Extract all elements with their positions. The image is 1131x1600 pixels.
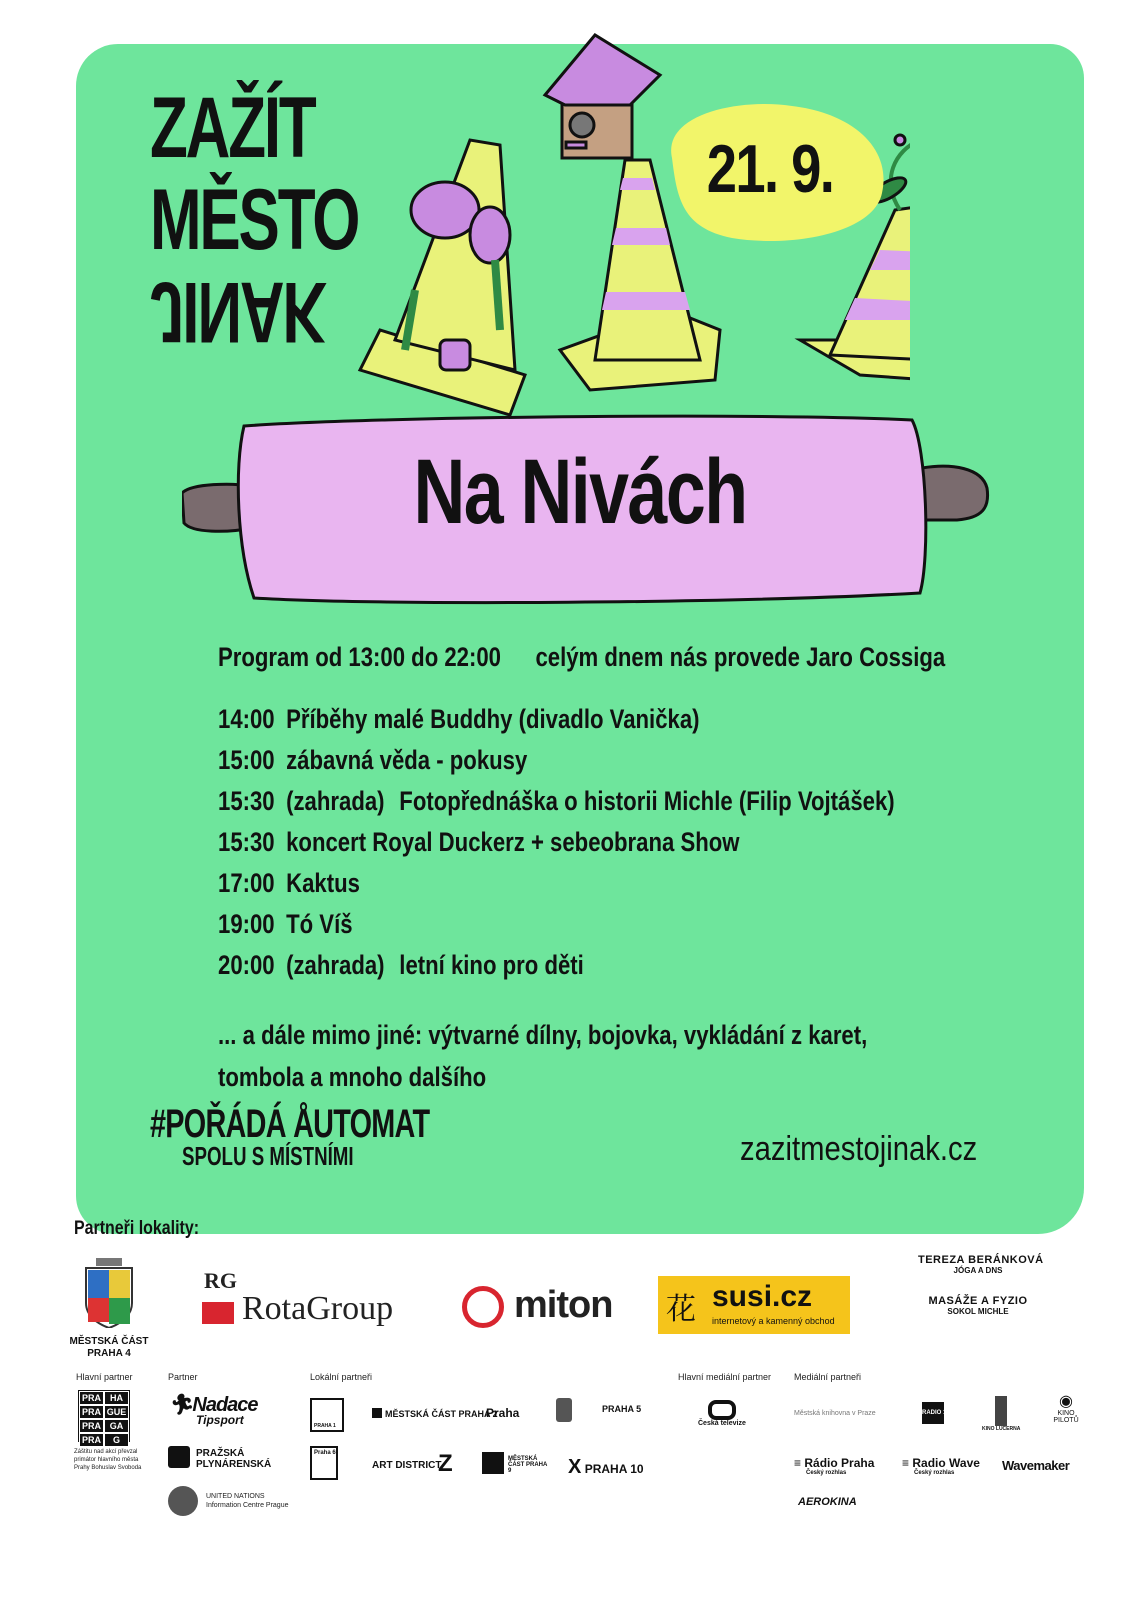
- schedule-text: zábavná věda - pokusy: [286, 745, 528, 775]
- schedule-place: (zahrada): [286, 786, 385, 816]
- event-location: Na Nivách: [413, 441, 747, 543]
- miton-circle-icon: [462, 1286, 504, 1328]
- susi-name: susi.cz: [712, 1280, 813, 1313]
- category-main-media: Hlavní mediální partner: [678, 1372, 772, 1382]
- schedule-item: [218, 950, 895, 991]
- organizer-main: #POŘÁDÁ ÅUTOMAT: [150, 1102, 430, 1146]
- schedule-item: [218, 786, 895, 827]
- tereza-name: TEREZA BERÁNKOVÁ: [918, 1254, 1044, 1266]
- schedule-item: [218, 909, 895, 950]
- schedule-text: koncert Royal Duckerz + sebeobrana Show: [286, 827, 740, 857]
- praha6-logo: [310, 1446, 338, 1480]
- praha5-logo: PRAHA 5: [602, 1404, 642, 1414]
- schedule-time: 15:30: [218, 786, 275, 816]
- wavemaker-logo: Wavemaker: [1002, 1458, 1070, 1473]
- praha-grid-cell: G: [104, 1433, 129, 1447]
- kino-pilotu-logo: [1046, 1394, 1086, 1424]
- schedule-time: 15:30: [218, 827, 275, 857]
- schedule-item: [218, 745, 895, 786]
- radio-wave-logo: [902, 1456, 980, 1476]
- praha10-logo: [568, 1456, 644, 1479]
- title-line-2: MĚSTO: [150, 172, 359, 268]
- lucerna-label: KINO LUCERNA: [982, 1426, 1021, 1432]
- praha1-label: PRAHA 1: [314, 1423, 336, 1429]
- ct-label: Česká televize: [698, 1420, 746, 1427]
- radio-wave-sub: Český rozhlas: [914, 1470, 955, 1476]
- praha-grid-cell: PRA: [79, 1405, 104, 1419]
- praha-grid-cell: GA: [104, 1419, 129, 1433]
- program-host: celým dnem nás provede Jaro Cossiga: [535, 642, 946, 672]
- x-icon: X: [568, 1456, 582, 1478]
- un-name: UNITED NATIONS Information Centre Prague: [206, 1493, 289, 1509]
- kino-pilotu-label: KINO PILOTŮ: [1053, 1410, 1079, 1424]
- title-line-3: JINAK: [150, 264, 325, 360]
- praha-grid-cell: PRA: [79, 1419, 104, 1433]
- praha7-z-icon: Z: [438, 1450, 453, 1477]
- ppl-name: PRAŽSKÁ PLYNÁRENSKÁ: [196, 1448, 272, 1470]
- ct-mark-icon: [708, 1400, 736, 1420]
- praha3-logo: Praha: [486, 1406, 520, 1420]
- kino-lucerna-logo: [982, 1396, 1020, 1432]
- schedule-text: Příběhy malé Buddhy (divadlo Vanička): [286, 704, 700, 734]
- susi-flower-icon: 花: [666, 1293, 696, 1326]
- category-media: Mediální partneři: [794, 1372, 862, 1382]
- organizer-sub: SPOLU S MÍSTNÍMI: [182, 1141, 354, 1171]
- praha10-label: PRAHA 10: [584, 1462, 644, 1476]
- ceska-televize-logo: [698, 1400, 746, 1427]
- rozhlas-icon: ≡: [902, 1456, 910, 1470]
- tereza-sub: JÓGA A DNS: [953, 1266, 1003, 1275]
- knihovna-logo: Městská knihovna v Praze: [794, 1410, 876, 1417]
- more-activities: ... a dále mimo jiné: výtvarné dílny, bojovka, vykládání z karet, tombola a mnoho dalšího: [218, 1020, 868, 1092]
- praha4-small-crest-icon: [556, 1398, 572, 1422]
- un-globe-icon: [168, 1486, 198, 1516]
- praha-city-logo: [78, 1390, 130, 1445]
- art-district-logo: ART DISTRICT: [372, 1460, 442, 1471]
- praha9-logo: MĚSTSKÁ ČÁST PRAHA 9: [508, 1456, 548, 1474]
- event-date: 21. 9.: [706, 131, 834, 207]
- schedule-time: 17:00: [218, 868, 275, 898]
- praha-grid-cell: PRA: [79, 1391, 104, 1405]
- praha1-logo: [310, 1398, 344, 1432]
- praha-grid-cell: HA: [104, 1391, 129, 1405]
- susi-subtitle: internetový a kamenný obchod: [712, 1316, 835, 1326]
- schedule-text: Tó Víš: [286, 909, 353, 939]
- schedule-time: 14:00: [218, 704, 275, 734]
- rotagroup-mark: RG: [204, 1268, 237, 1293]
- title-line-1: ZAŽÍT: [150, 80, 315, 176]
- rozhlas-icon: ≡: [794, 1456, 802, 1470]
- flame-icon: [168, 1446, 190, 1468]
- schedule-item: [218, 868, 895, 909]
- category-local: Lokální partneři: [310, 1372, 373, 1382]
- susi-logo: [658, 1276, 850, 1334]
- website-link[interactable]: zazitmestojinak.cz: [740, 1130, 978, 1168]
- schedule-text: Fotopřednáška o historii Michle (Filip Vojtášek): [399, 786, 895, 816]
- schedule-item: [218, 704, 895, 745]
- radio-praha-logo: [794, 1456, 874, 1476]
- event-title: [150, 82, 370, 358]
- program-header: [218, 642, 945, 673]
- category-main-partner: Hlavní partner: [76, 1372, 133, 1382]
- radio1-logo: RADIO 1: [922, 1402, 944, 1424]
- cone-with-tools: [360, 140, 525, 415]
- praha9-mark-icon: [482, 1452, 504, 1474]
- radio-wave-name: Radio Wave: [912, 1456, 980, 1470]
- nadace-name: Nadace: [192, 1394, 258, 1416]
- schedule-text: Kaktus: [286, 868, 360, 898]
- praha4-label: MĚSTSKÁ ČÁST PRAHA 4: [69, 1336, 149, 1359]
- radio-praha-name: Rádio Praha: [804, 1456, 875, 1470]
- praha4-crest-icon: [82, 1258, 136, 1328]
- eye-icon: ◉: [1059, 1393, 1073, 1410]
- program-hours: Program od 13:00 do 22:00: [218, 642, 502, 672]
- praha-caption: Záštitu nad akcí převzal primátor hlavního města Prahy Bohuslav Svoboda: [74, 1449, 142, 1471]
- schedule-time: 15:00: [218, 745, 275, 775]
- masaze-sub: SOKOL MICHLE: [947, 1307, 1009, 1316]
- nadace-sub: Tipsport: [196, 1413, 244, 1427]
- organizer-hashtag: [150, 1102, 538, 1172]
- praha-grid-cell: GUE: [104, 1405, 129, 1419]
- runner-icon: 🏃︎: [168, 1394, 193, 1416]
- tereza-logo: [918, 1254, 1044, 1316]
- nadace-tipsport-logo: [168, 1392, 258, 1427]
- schedule-item: [218, 827, 895, 868]
- miton-name: miton: [514, 1284, 613, 1326]
- lucerna-tower-icon: [995, 1396, 1007, 1426]
- schedule-time: 20:00: [218, 950, 275, 980]
- schedule-text: letní kino pro děti: [399, 950, 584, 980]
- praha6-label: Praha 6: [314, 1450, 336, 1456]
- schedule-place: (zahrada): [286, 950, 385, 980]
- category-partner: Partner: [168, 1372, 198, 1382]
- schedule-time: 19:00: [218, 909, 275, 939]
- aerokina-logo: AEROKINA: [798, 1496, 857, 1508]
- radio-praha-sub: Český rozhlas: [806, 1470, 847, 1476]
- praha2-logo: MĚSTSKÁ ČÁST PRAHA 2: [372, 1408, 498, 1419]
- rotagroup-name: RotaGroup: [242, 1290, 394, 1327]
- schedule-list: [218, 704, 1043, 991]
- partners-title: Partneři lokality:: [74, 1218, 200, 1239]
- praha-grid-cell: PRA: [79, 1433, 104, 1447]
- masaze-name: MASÁŽE A FYZIO: [928, 1295, 1028, 1307]
